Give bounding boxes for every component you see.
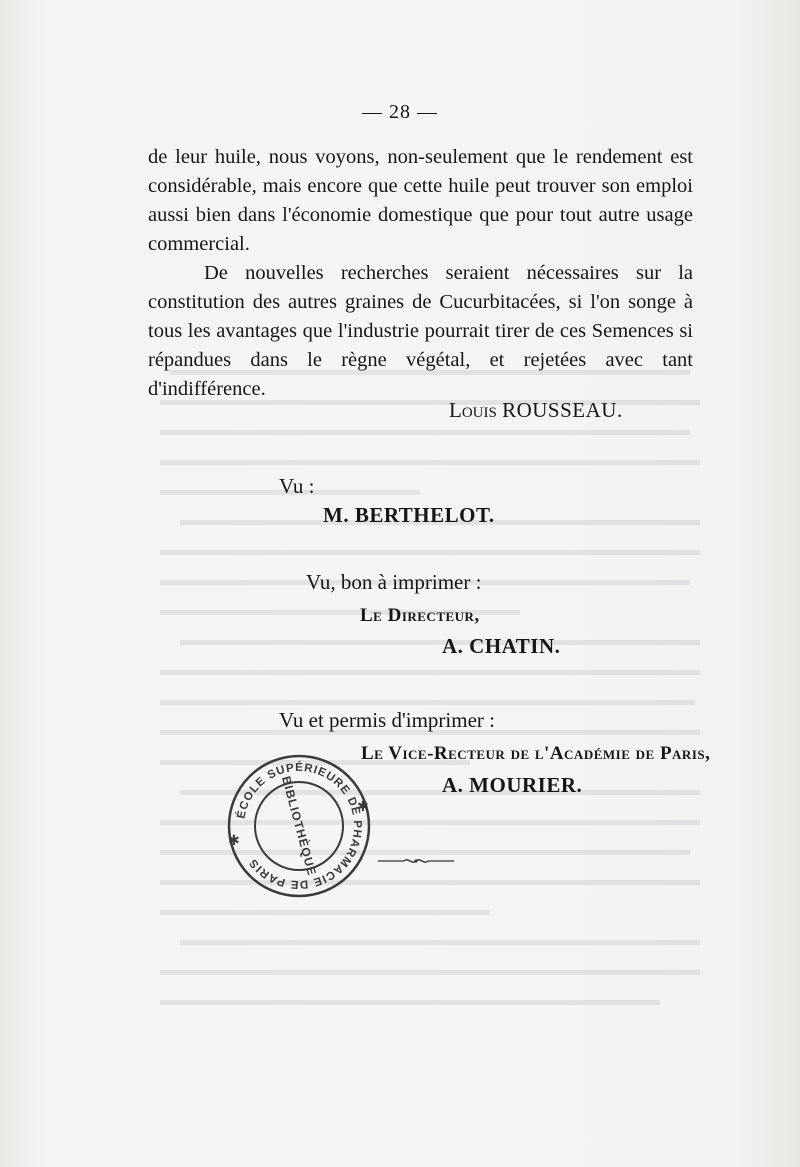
stamp-outer-text: ÉCOLE SUPÉRIEURE DE PHARMACIE DE PARIS: [235, 761, 364, 891]
author-signature: [449, 398, 623, 423]
vu-bon-a-imprimer-label: Vu, bon à imprimer :: [306, 570, 482, 594]
author-first-name: Louis: [449, 398, 497, 422]
page-number: — 28 —: [362, 101, 438, 123]
body-text: [148, 143, 693, 404]
vu-et-permis-label: Vu et permis d'imprimer :: [279, 708, 495, 732]
paragraph-further-research: De nouvelles recherches seraient nécessaires sur la constitution des autres graines de Cucurbitacées, si l'on songe à tous les avantages que l'industrie pourrait tirer de ces Semences si répandues dans le règne végétal, et rejetées avec tant d'indifférence.: [148, 262, 693, 400]
stamp-star-icon: ✱: [357, 798, 369, 814]
author-last-name: ROUSSEAU.: [502, 398, 623, 422]
flourish-ornament: [376, 856, 456, 866]
stamp-star-icon-left: ✱: [228, 832, 240, 848]
library-stamp: [224, 751, 374, 901]
director-title: Le Directeur,: [360, 605, 480, 626]
stamp-inner-text: BIBLIOTHÈQUE: [278, 774, 320, 878]
vice-rector-title: Le Vice-Recteur de l'Académie de Paris,: [361, 743, 711, 764]
signatory-mourier: A. MOURIER.: [442, 773, 583, 797]
signatory-berthelot: M. BERTHELOT.: [323, 503, 495, 527]
paragraph-oil-yield: de leur huile, nous voyons, non-seulement que le rendement est considérable, mais encore que cette huile peut trouver son emploi aussi bien dans l'économie domestique que pour tout autre usage commercial.: [148, 146, 693, 255]
vu-label: Vu :: [279, 474, 315, 498]
show-through-text: [160, 370, 720, 1010]
signatory-chatin: A. CHATIN.: [442, 634, 561, 658]
